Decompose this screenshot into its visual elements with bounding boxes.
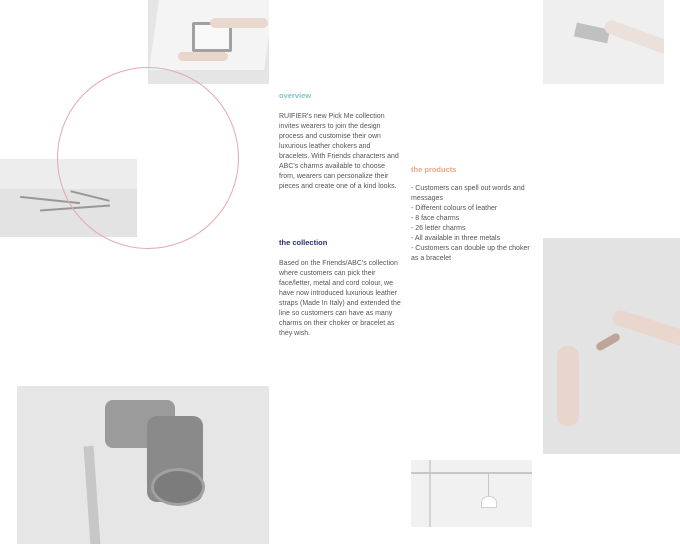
hand-holding-card-photo <box>543 0 664 84</box>
list-item: - 26 letter charms <box>411 225 466 232</box>
collection-heading: the collection <box>279 238 328 247</box>
list-item: - Different colours of leather <box>411 205 498 212</box>
camera-on-tripod-photo <box>17 386 269 544</box>
decorative-circle-outline <box>57 67 239 249</box>
overview-body-text: RUIFIER's new Pick Me collection invites wearers to join the design process and customise their own luxurious leather chokers and bracelets. With Friends characters and ABC's charms available to choose from, wearers can personalize their pieces and create one of a kind looks. <box>279 113 399 190</box>
overview-heading: overview <box>279 91 312 100</box>
hands-with-leather-strap-photo <box>543 238 680 454</box>
list-item: - Customers can spell out words and messages <box>411 185 525 202</box>
collection-body-text: Based on the Friends/ABC's collection where customers can pick their face/letter, metal and cord colour, we have now introduced luxurious leather straps (Made In Italy) and extended the line so customers can have as many charms on their choker or bracelet as they wish. <box>279 260 401 337</box>
list-item: - All available in three metals <box>411 235 501 242</box>
products-list <box>411 184 535 264</box>
studio-ceiling-photo <box>411 460 532 527</box>
list-item: - 8 face charms <box>411 215 460 222</box>
list-item: - Customers can double up the choker as a bracelet <box>411 245 530 262</box>
products-heading: the products <box>411 165 457 174</box>
